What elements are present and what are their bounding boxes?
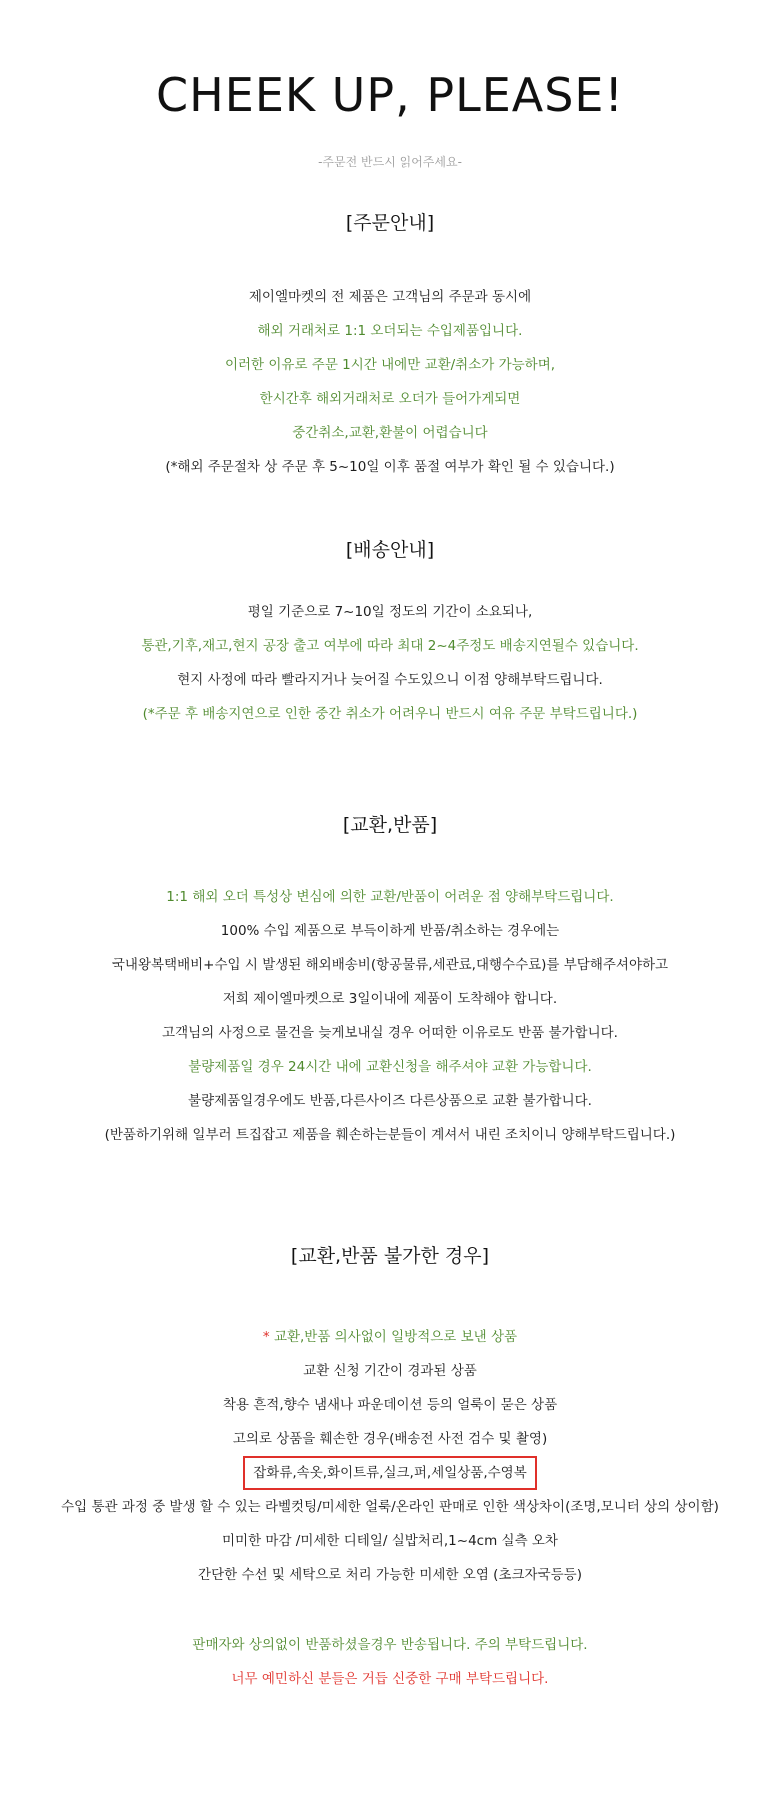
star-marker: * (262, 1329, 270, 1345)
shipping-line: 평일 기준으로 7~10일 정도의 기간이 소요되나, (247, 604, 533, 620)
not-allowed-line: 착용 흔적,향수 냄새나 파운데이션 등의 얼룩이 묻은 상품 (222, 1397, 558, 1413)
shipping-heading: [배송안내] (345, 539, 435, 561)
exchange-line: 1:1 해외 오더 특성상 변심에 의한 교환/반품이 어려운 점 양해부탁드립니다. (166, 889, 614, 905)
not-allowed-line: 미미한 마감 /미세한 디테일/ 실밥처리,1~4cm 실측 오차 (222, 1533, 558, 1549)
shipping-line: (*주문 후 배송지연으로 인한 중간 취소가 어려우니 반드시 여유 주문 부탁드립니다.) (142, 706, 638, 722)
not-allowed-text: 교환,반품 의사없이 일방적으로 보낸 상품 (273, 1329, 518, 1345)
order-line: (*해외 주문절차 상 주문 후 5~10일 이후 품절 여부가 확인 될 수 있습니다.) (165, 459, 615, 475)
order-line: 이러한 이유로 주문 1시간 내에만 교환/취소가 가능하며, (224, 357, 556, 373)
page-title: CHEEK UP, PLEASE! (156, 68, 624, 122)
order-heading: [주문안내] (345, 212, 435, 234)
order-line: 한시간후 해외거래처로 오더가 들어가게되면 (259, 391, 521, 407)
order-line: 해외 거래처로 1:1 오더되는 수입제품입니다. (257, 323, 523, 339)
exchange-line: 고객님의 사정으로 물건을 늦게보내실 경우 어떠한 이유로도 반품 불가합니다. (162, 1025, 618, 1041)
not-allowed-line (0, 1327, 780, 1347)
not-allowed-line: 간단한 수선 및 세탁으로 처리 가능한 미세한 오염 (초크자국등등) (198, 1567, 582, 1583)
shipping-line: 현지 사정에 따라 빨라지거나 늦어질 수도있으니 이점 양해부탁드립니다. (177, 672, 603, 688)
footer-line: 판매자와 상의없이 반품하셨을경우 반송됩니다. 주의 부탁드립니다. (192, 1637, 588, 1653)
exchange-line: (반품하기위해 일부러 트집잡고 제품을 훼손하는분들이 계셔서 내린 조치이니 양해부탁드립니다.) (104, 1127, 676, 1143)
not-allowed-line: 고의로 상품을 훼손한 경우(배송전 사전 검수 및 촬영) (232, 1431, 548, 1447)
exchange-line: 국내왕복택배비+수입 시 발생된 해외배송비(항공물류,세관료,대행수수료)를 부담해주셔야하고 (111, 957, 669, 973)
order-line: 중간취소,교환,환불이 어렵습니다 (292, 425, 488, 441)
page-subtitle: -주문전 반드시 읽어주세요- (318, 155, 462, 169)
exchange-line: 불량제품일경우에도 반품,다른사이즈 다른상품으로 교환 불가합니다. (188, 1093, 592, 1109)
not-allowed-line: 수입 통관 과정 중 발생 할 수 있는 라벨컷팅/미세한 얼룩/온라인 판매로 인한 색상차이(조명,모니터 상의 상이함) (61, 1499, 719, 1515)
highlighted-item-box: 잡화류,속옷,화이트류,실크,퍼,세일상품,수영복 (243, 1456, 537, 1490)
shipping-line: 통관,기후,재고,현지 공장 출고 여부에 따라 최대 2~4주정도 배송지연될수 있습니다. (141, 638, 639, 654)
exchange-line: 저희 제이엘마켓으로 3일이내에 제품이 도착해야 합니다. (222, 991, 558, 1007)
order-line: 제이엘마켓의 전 제품은 고객님의 주문과 동시에 (248, 289, 532, 305)
exchange-line: 불량제품일 경우 24시간 내에 교환신청을 해주셔야 교환 가능합니다. (188, 1059, 592, 1075)
not-allowed-line (0, 1456, 780, 1490)
not-allowed-line: 교환 신청 기간이 경과된 상품 (303, 1363, 477, 1379)
not-allowed-heading: [교환,반품 불가한 경우] (290, 1245, 490, 1267)
footer-line: 너무 예민하신 분들은 거듭 신중한 구매 부탁드립니다. (231, 1671, 549, 1687)
exchange-line: 100% 수입 제품으로 부득이하게 반품/취소하는 경우에는 (220, 923, 560, 939)
exchange-heading: [교환,반품] (342, 814, 438, 836)
